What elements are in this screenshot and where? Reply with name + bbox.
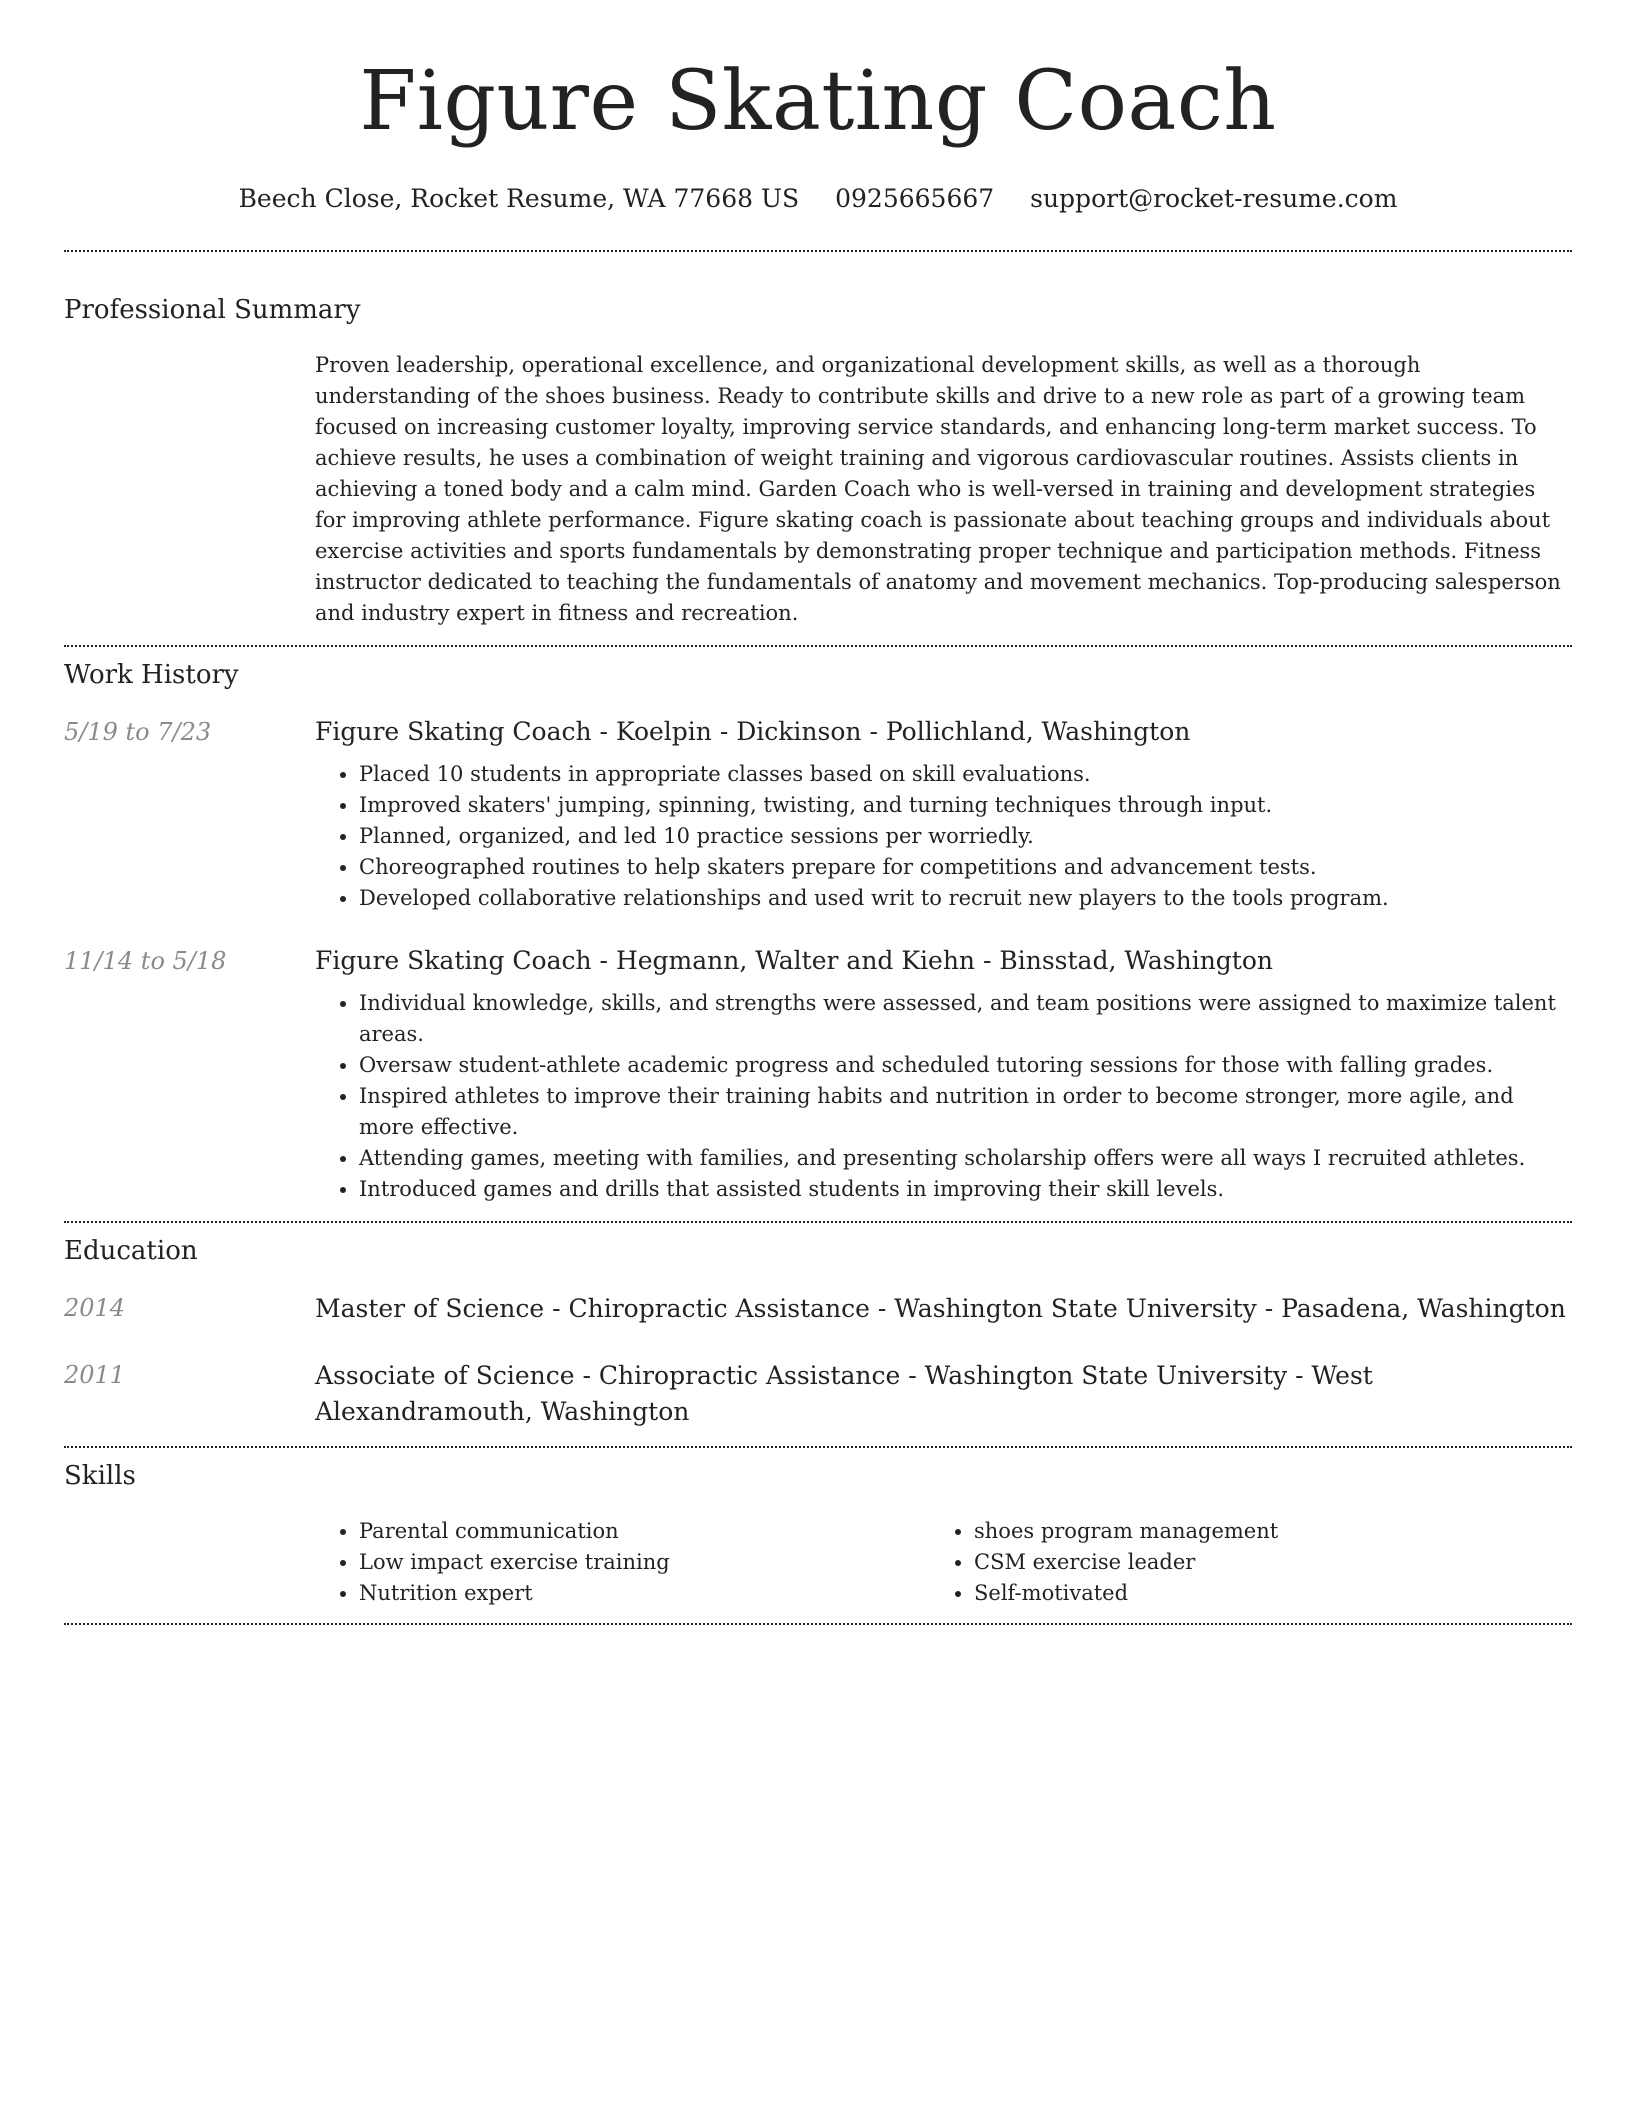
job-bullet: • Inspired athletes to improve their training habits and nutrition in order to become stronger, more agile, and more effective. xyxy=(359,1081,1572,1143)
job-bullets xyxy=(315,988,1572,1205)
education-entry xyxy=(64,1291,1572,1327)
contact-info xyxy=(64,182,1572,216)
candidate-name: Figure Skating Coach xyxy=(359,54,1277,149)
job-bullet: • Improved skaters' jumping, spinning, twisting, and turning techniques through input. xyxy=(359,790,1572,821)
skill-item: • CSM exercise leader xyxy=(974,1547,1545,1578)
contact-address: Beech Close, Rocket Resume, WA 77668 US xyxy=(238,184,800,213)
job-bullet: • Planned, organized, and led 10 practice sessions per worriedly. xyxy=(359,821,1572,852)
education-section xyxy=(64,1223,1572,1430)
job-entry xyxy=(64,944,1572,1205)
summary-text: Proven leadership, operational excellence, and organizational development skills, as well as a thorough understanding of the shoes business. Ready to contribute skills and drive to a new role as part of a growing team focused on increasing customer loyalty, improving service standards, and enhancing long-term market success. To achieve results, he uses a combination of weight training and vigorous cardiovascular routines. Assists clients in achieving a toned body and a calm mind. Garden Coach who is well-versed in training and development strategies for improving athlete performance. Figure skating coach is passionate about teaching groups and individuals about exercise activities and sports fundamentals by demonstrating proper technique and participation methods. Fitness instructor dedicated to teaching the fundamentals of anatomy and movement mechanics. Top-producing salesperson and industry expert in fitness and recreation. xyxy=(315,353,1561,625)
skill-item: • Self-motivated xyxy=(974,1578,1545,1609)
skills-section xyxy=(64,1448,1572,1609)
job-bullet: • Placed 10 students in appropriate classes based on skill evaluations. xyxy=(359,759,1572,790)
job-bullet: • Individual knowledge, skills, and strengths were assessed, and team positions were assigned to maximize talent areas. xyxy=(359,988,1572,1050)
job-entry xyxy=(64,715,1572,914)
skill-item: • Nutrition expert xyxy=(359,1578,930,1609)
job-title: Figure Skating Coach - Koelpin - Dickinson - Pollichland, Washington xyxy=(315,717,1191,746)
skill-item: • Parental communication xyxy=(359,1516,930,1547)
work-history-heading: Work History xyxy=(64,660,239,690)
skills-heading: Skills xyxy=(64,1461,136,1491)
education-entry xyxy=(64,1358,1572,1430)
resume-page xyxy=(64,0,1572,1625)
skills-list-left xyxy=(315,1516,930,1609)
job-bullet: • Introduced games and drills that assisted students in improving their skill levels. xyxy=(359,1174,1572,1205)
education-title: Associate of Science - Chiropractic Assistance - Washington State University - West Alexandramouth, Washington xyxy=(315,1361,1373,1426)
education-year: 2011 xyxy=(64,1361,126,1389)
contact-email: support@rocket-resume.com xyxy=(1030,184,1398,213)
skill-item: • Low impact exercise training xyxy=(359,1547,930,1578)
summary-section xyxy=(64,252,1572,629)
section-divider xyxy=(64,1623,1572,1625)
job-bullets xyxy=(315,759,1572,914)
education-heading: Education xyxy=(64,1236,198,1266)
education-title: Master of Science - Chiropractic Assistance - Washington State University - Pasadena, Washington xyxy=(315,1294,1566,1323)
skill-item: • shoes program management xyxy=(974,1516,1545,1547)
job-bullet: • Oversaw student-athlete academic progress and scheduled tutoring sessions for those with falling grades. xyxy=(359,1050,1572,1081)
job-dates: 11/14 to 5/18 xyxy=(64,947,227,975)
job-bullet: • Developed collaborative relationships and used writ to recruit new players to the tools program. xyxy=(359,883,1572,914)
summary-heading: Professional Summary xyxy=(64,295,361,325)
job-dates: 5/19 to 7/23 xyxy=(64,718,212,746)
job-bullet: • Attending games, meeting with families, and presenting scholarship offers were all ways I recruited athletes. xyxy=(359,1143,1572,1174)
contact-phone: 0925665667 xyxy=(835,184,995,213)
skills-list-right xyxy=(930,1516,1545,1609)
work-history-section xyxy=(64,647,1572,1205)
job-title: Figure Skating Coach - Hegmann, Walter and Kiehn - Binsstad, Washington xyxy=(315,946,1274,975)
job-bullet: • Choreographed routines to help skaters prepare for competitions and advancement tests. xyxy=(359,852,1572,883)
resume-header xyxy=(64,0,1572,216)
education-year: 2014 xyxy=(64,1294,126,1322)
